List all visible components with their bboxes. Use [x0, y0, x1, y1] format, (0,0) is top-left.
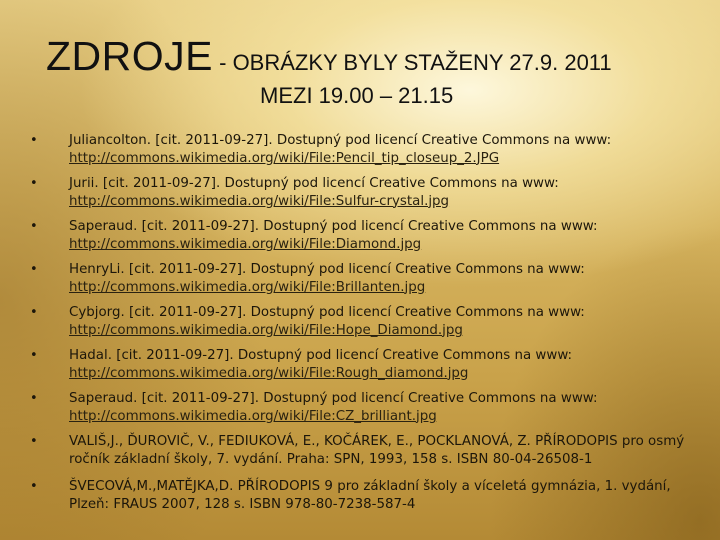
source-text: Juliancolton. [cit. 2011-09-27]. Dostupný pod licencí Creative Commons na www: [69, 133, 612, 148]
title-main: ZDROJE [46, 33, 213, 79]
source-item [26, 218, 694, 253]
bullet-icon: • [30, 176, 38, 191]
source-link[interactable]: http://commons.wikimedia.org/wiki/File:Rough_diamond.jpg [69, 365, 469, 381]
title-separator: - [213, 50, 233, 75]
source-text: Jurii. [cit. 2011-09-27]. Dostupný pod licencí Creative Commons na www: [69, 176, 559, 191]
title-subtitle-line1: OBRÁZKY BYLY STAŽENY 27.9. 2011 [232, 50, 612, 75]
source-text: Hadal. [cit. 2011-09-27]. Dostupný pod licencí Creative Commons na www: [69, 348, 573, 363]
source-link[interactable]: http://commons.wikimedia.org/wiki/File:CZ_brilliant.jpg [69, 408, 437, 424]
source-link[interactable]: http://commons.wikimedia.org/wiki/File:Pencil_tip_closeup_2.JPG [69, 150, 500, 166]
source-link[interactable]: http://commons.wikimedia.org/wiki/File:Brillanten.jpg [69, 279, 426, 295]
source-link[interactable]: http://commons.wikimedia.org/wiki/File:Sulfur-crystal.jpg [69, 193, 450, 209]
bullet-icon: • [30, 479, 38, 494]
source-text: Saperaud. [cit. 2011-09-27]. Dostupný pod licencí Creative Commons na www: [69, 219, 598, 234]
source-link[interactable]: http://commons.wikimedia.org/wiki/File:Diamond.jpg [69, 236, 422, 252]
source-item [26, 304, 694, 339]
bullet-icon: • [30, 348, 38, 363]
source-item [26, 175, 694, 210]
source-item [26, 132, 694, 167]
bullet-icon: • [30, 133, 38, 148]
bullet-icon: • [30, 262, 38, 277]
source-item [26, 261, 694, 296]
bullet-icon: • [30, 305, 38, 320]
page-title [46, 33, 612, 80]
title-subtitle-line2: MEZI 19.00 – 21.15 [260, 83, 454, 108]
bullet-icon: • [30, 219, 38, 234]
book-item [26, 433, 694, 468]
source-link[interactable]: http://commons.wikimedia.org/wiki/File:Hope_Diamond.jpg [69, 322, 463, 338]
book-text: VALIŠ,J., ĎUROVIČ, V., FEDIUKOVÁ, E., KOČÁREK, E., POCKLANOVÁ, Z. PŘÍRODOPIS pro osmý ročník základní školy, 7. vydání. Praha: SPN, 1993, 158 s. ISBN 80-04-26508-1 [69, 434, 685, 467]
bullet-icon: • [30, 434, 38, 449]
source-item [26, 347, 694, 382]
source-text: Cybjorg. [cit. 2011-09-27]. Dostupný pod licencí Creative Commons na www: [69, 305, 585, 320]
book-text: ŠVECOVÁ,M.,MATĚJKA,D. PŘÍRODOPIS 9 pro základní školy a víceletá gymnázia, 1. vydání, Plzeň: FRAUS 2007, 128 s. ISBN 978-80-7238-587-4 [69, 479, 671, 512]
source-list [26, 132, 694, 523]
source-text: HenryLi. [cit. 2011-09-27]. Dostupný pod licencí Creative Commons na www: [69, 262, 585, 277]
bullet-icon: • [30, 391, 38, 406]
source-text: Saperaud. [cit. 2011-09-27]. Dostupný pod licencí Creative Commons na www: [69, 391, 598, 406]
book-item [26, 478, 694, 513]
source-item [26, 390, 694, 425]
